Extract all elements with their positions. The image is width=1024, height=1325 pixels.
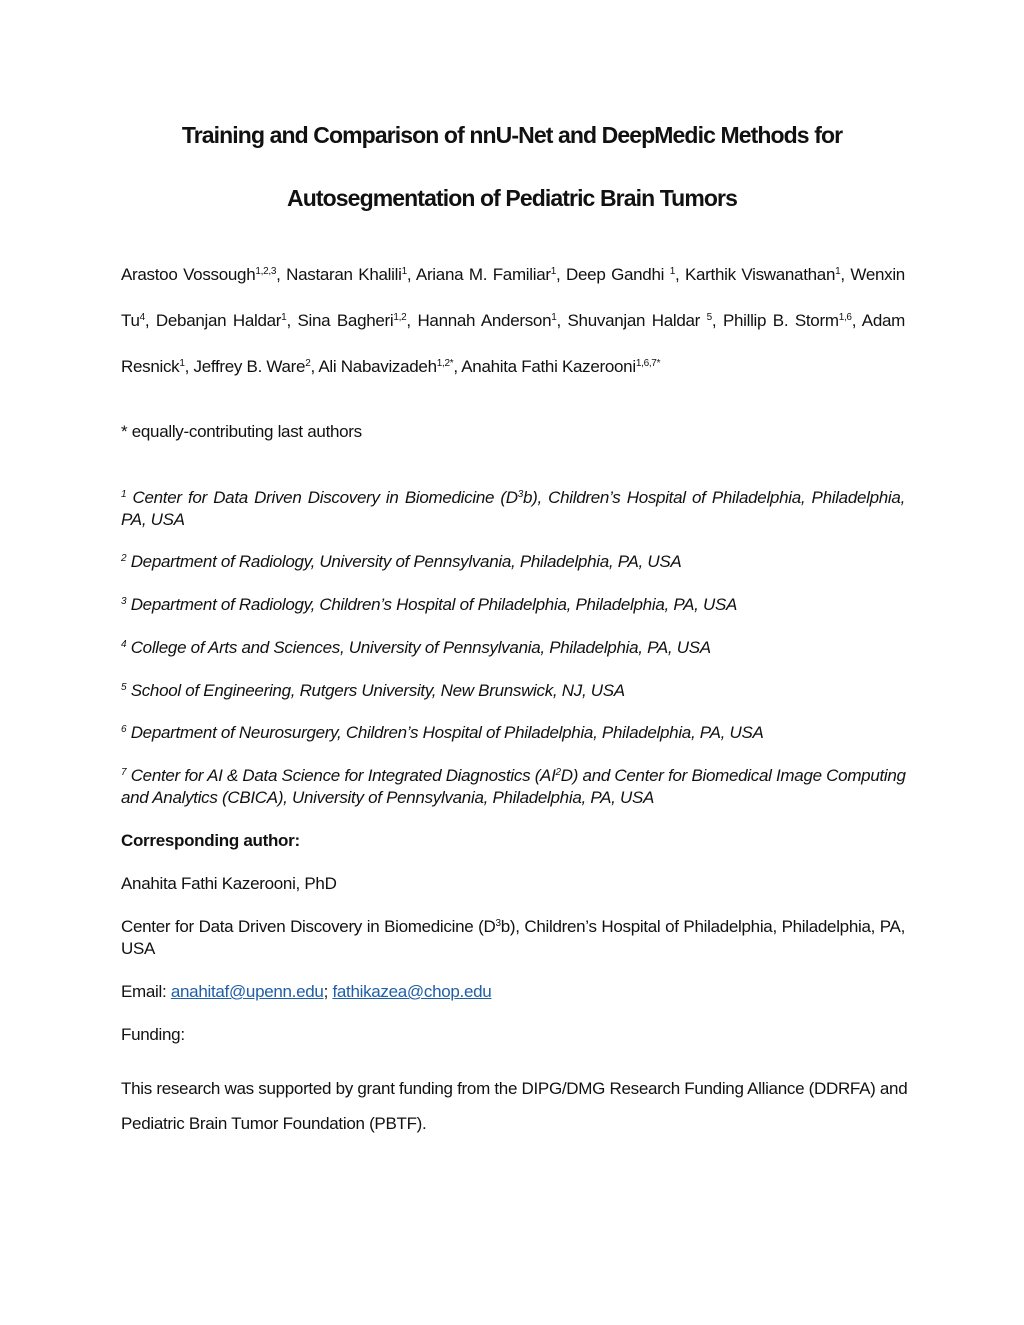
- affiliation-number: 3: [121, 596, 127, 607]
- affiliation-text: PA, USA: [121, 510, 185, 529]
- separator: ,: [184, 357, 194, 376]
- affiliation-text: and Analytics (CBICA), University of Pennsylvania, Philadelphia, PA, USA: [121, 788, 655, 807]
- separator: ,: [556, 265, 567, 284]
- affiliation-6: [121, 722, 764, 744]
- author-affil-sup: 1: [401, 266, 407, 277]
- affiliation-text: b), Children’s Hospital of Philadelphia, Philadelphia,: [522, 488, 905, 507]
- equal-contribution-text: * equally-contributing last authors: [121, 422, 362, 441]
- separator: ,: [406, 311, 418, 330]
- author-affil-sup: 4: [139, 312, 145, 323]
- affiliation-text: Center for AI & Data Science for Integrated Diagnostics (AI: [126, 766, 556, 785]
- email-label: Email:: [121, 982, 171, 1001]
- email-line: [121, 981, 491, 1003]
- author-name: Ariana M. Familiar: [415, 265, 551, 284]
- affiliation-number: 2: [121, 553, 127, 564]
- paper-title-line-1: Training and Comparison of nnU-Net and DeepMedic Methods for: [181, 122, 843, 148]
- affiliation-4: [121, 637, 711, 659]
- author-name: Karthik Viswanathan: [684, 265, 836, 284]
- affiliation-number: 1: [121, 489, 127, 500]
- affiliation-text: School of Engineering, Rutgers University, New Brunswick, NJ, USA: [126, 681, 625, 700]
- separator: ,: [286, 311, 298, 330]
- email-link-upenn[interactable]: anahitaf@upenn.edu: [170, 982, 324, 1001]
- affiliation-sup: 2: [555, 767, 561, 778]
- funding-text-line-2: Pediatric Brain Tumor Foundation (PBTF).: [121, 1114, 427, 1133]
- email-link-chop[interactable]: fathikazea@chop.edu: [332, 982, 492, 1001]
- affiliation-text: D) and Center for Biomedical Image Computing: [560, 766, 906, 785]
- affiliation-sup: 3: [517, 489, 523, 500]
- separator: ,: [674, 265, 685, 284]
- separator: , Wenxin: [840, 265, 905, 284]
- author-name: Phillip B. Storm: [722, 311, 839, 330]
- affiliation-5: [121, 680, 625, 702]
- affiliation-text: Department of Radiology, University of Pennsylvania, Philadelphia, PA, USA: [126, 552, 682, 571]
- affiliation-2: [121, 551, 681, 573]
- author-name: Resnick: [121, 357, 180, 376]
- author-affil-sup: 1: [179, 358, 185, 369]
- author-affil-sup: 2: [305, 358, 311, 369]
- author-name: Deep Gandhi: [566, 265, 670, 284]
- affiliation-text: Center for Data Driven Discovery in Biomedicine (D: [126, 488, 518, 507]
- author-name: Arastoo Vossough: [121, 265, 256, 284]
- author-name: Sina Bagheri: [297, 311, 394, 330]
- author-affil-sup: 1,6: [838, 312, 852, 323]
- author-name: Tu: [121, 311, 140, 330]
- affiliation-text: Department of Radiology, Children’s Hospital of Philadelphia, Philadelphia, PA, USA: [126, 595, 738, 614]
- separator: ,: [556, 311, 568, 330]
- author-name: Shuvanjan Haldar: [567, 311, 707, 330]
- separator: ,: [711, 311, 723, 330]
- corresponding-address-cont: USA: [121, 939, 156, 958]
- author-affil-sup: 5: [706, 312, 712, 323]
- author-affil-sup: 1: [550, 266, 557, 277]
- author-name: Nastaran Khalili: [286, 265, 402, 284]
- separator: ,: [276, 265, 287, 284]
- affiliation-7-cont: [121, 787, 654, 809]
- address-text: b), Children’s Hospital of Philadelphia, Philadelphia, PA,: [500, 917, 906, 936]
- author-name: Debanjan Haldar: [155, 311, 282, 330]
- corresponding-name: Anahita Fathi Kazerooni, PhD: [121, 874, 337, 893]
- authors-line-3: [121, 356, 660, 378]
- author-affil-sup: 1: [669, 266, 675, 277]
- author-name: Jeffrey B. Ware: [193, 357, 306, 376]
- address-text: Center for Data Driven Discovery in Biomedicine (D: [121, 917, 496, 936]
- funding-label: Funding:: [121, 1025, 185, 1044]
- separator: ,: [144, 311, 156, 330]
- affiliation-7: [121, 765, 905, 787]
- author-affil-sup: 1,6,7*: [635, 358, 661, 369]
- affiliation-number: 5: [121, 682, 127, 693]
- equal-contribution-note: [121, 421, 362, 443]
- separator: ;: [323, 982, 333, 1001]
- affiliation-number: 6: [121, 724, 127, 735]
- author-affil-sup: 1,2: [393, 312, 407, 323]
- author-name: Hannah Anderson: [417, 311, 552, 330]
- affiliation-number: 7: [121, 767, 127, 778]
- separator: ,: [453, 357, 462, 376]
- author-affil-sup: 1,2*: [436, 358, 454, 369]
- separator: ,: [310, 357, 319, 376]
- author-name: Ali Nabavizadeh: [318, 357, 437, 376]
- affiliation-text: College of Arts and Sciences, University of Pennsylvania, Philadelphia, PA, USA: [126, 638, 711, 657]
- affiliation-1-cont: [121, 509, 185, 531]
- separator: ,: [406, 265, 416, 284]
- author-affil-sup: 1: [835, 266, 841, 277]
- affiliation-text: Department of Neurosurgery, Children’s Hospital of Philadelphia, Philadelphia, PA, USA: [126, 723, 764, 742]
- paper-title-line-2: Autosegmentation of Pediatric Brain Tumors: [287, 185, 737, 211]
- author-affil-sup: 1: [551, 312, 557, 323]
- address-sup: 3: [495, 918, 501, 929]
- affiliation-3: [121, 594, 737, 616]
- author-affil-sup: 1,2,3: [255, 266, 277, 277]
- corresponding-heading: Corresponding author:: [121, 831, 300, 850]
- funding-text-line-1: This research was supported by grant funding from the DIPG/DMG Research Funding Alliance (DDRFA) and: [121, 1079, 908, 1098]
- authors-line-1: [121, 264, 905, 286]
- separator: , Adam: [851, 311, 905, 330]
- authors-line-2: [121, 310, 905, 332]
- affiliation-1: [121, 487, 905, 509]
- author-affil-sup: 1: [281, 312, 287, 323]
- affiliation-number: 4: [121, 639, 127, 650]
- corresponding-address: [121, 916, 905, 938]
- author-name: Anahita Fathi Kazerooni: [461, 357, 636, 376]
